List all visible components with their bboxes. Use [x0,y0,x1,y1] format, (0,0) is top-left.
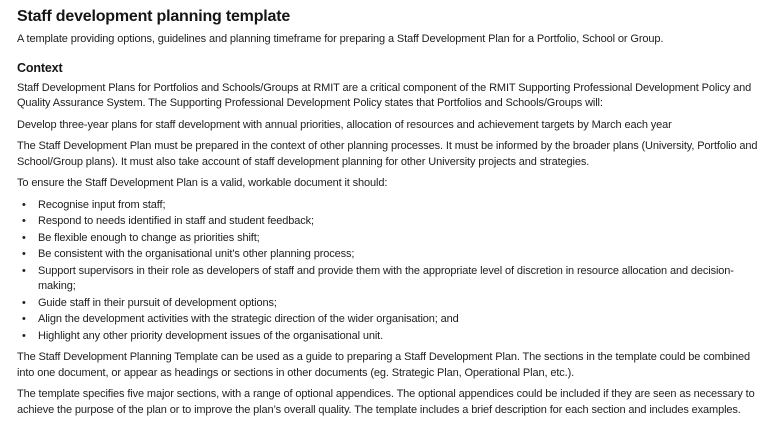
paragraph-ensure-valid: To ensure the Staff Development Plan is a valid, workable document it should: [17,177,388,189]
document-title: Staff development planning template [17,8,291,25]
list-item: • Recognise input from staff; [17,198,763,214]
list-item: • Highlight any other priority development issues of the organisational unit. [17,329,763,345]
paragraph-develop-plans: Develop three-year plans for staff development with annual priorities, allocation of resources and achievement targets by March each year [17,118,672,131]
requirements-list [17,198,763,345]
paragraph-prepared-context: The Staff Development Plan must be prepared in the context of other planning processes. It must be informed by the broader plans (University, Portfolio and School/Group plans). It must also take account of staff development planning for other University projects and strategies. [17,140,758,168]
list-item: • Be flexible enough to change as priorities shift; [17,231,763,247]
intro-paragraph: A template providing options, guidelines and planning timeframe for preparing a Staff Development Plan for a Portfolio, School or Group. [17,33,664,45]
list-item: • Be consistent with the organisational unit’s other planning process; [17,247,763,263]
list-item: • Support supervisors in their role as developers of staff and provide them with the appropriate level of discretion in resource allocation and decision-making; [17,264,763,295]
paragraph-policy: Staff Development Plans for Portfolios and Schools/Groups at RMIT are a critical component of the RMIT Supporting Professional Development Policy and Quality Assurance System. The Supporting Professional Development Policy states that Portfolios and Schools/Groups will: [17,81,752,109]
list-item: • Align the development activities with the strategic direction of the wider organisation; and [17,312,763,328]
paragraph-template-use: The Staff Development Planning Template can be used as a guide to preparing a Staff Development Plan. The sections in the template could be combined into one document, or appear as headings or sections in other documents (eg. Strategic Plan, Operational Plan, etc.). [17,351,750,379]
list-item: • Respond to needs identified in staff and student feedback; [17,214,763,230]
list-item: • Guide staff in their pursuit of development options; [17,296,763,312]
context-heading: Context [17,60,63,75]
paragraph-five-sections: The template specifies five major sections, with a range of optional appendices. The optional appendices could be included if they are seen as necessary to achieve the purpose of the plan or to improve the plan’s overall quality. The template includes a brief description for each section and includes examples. [17,388,755,416]
